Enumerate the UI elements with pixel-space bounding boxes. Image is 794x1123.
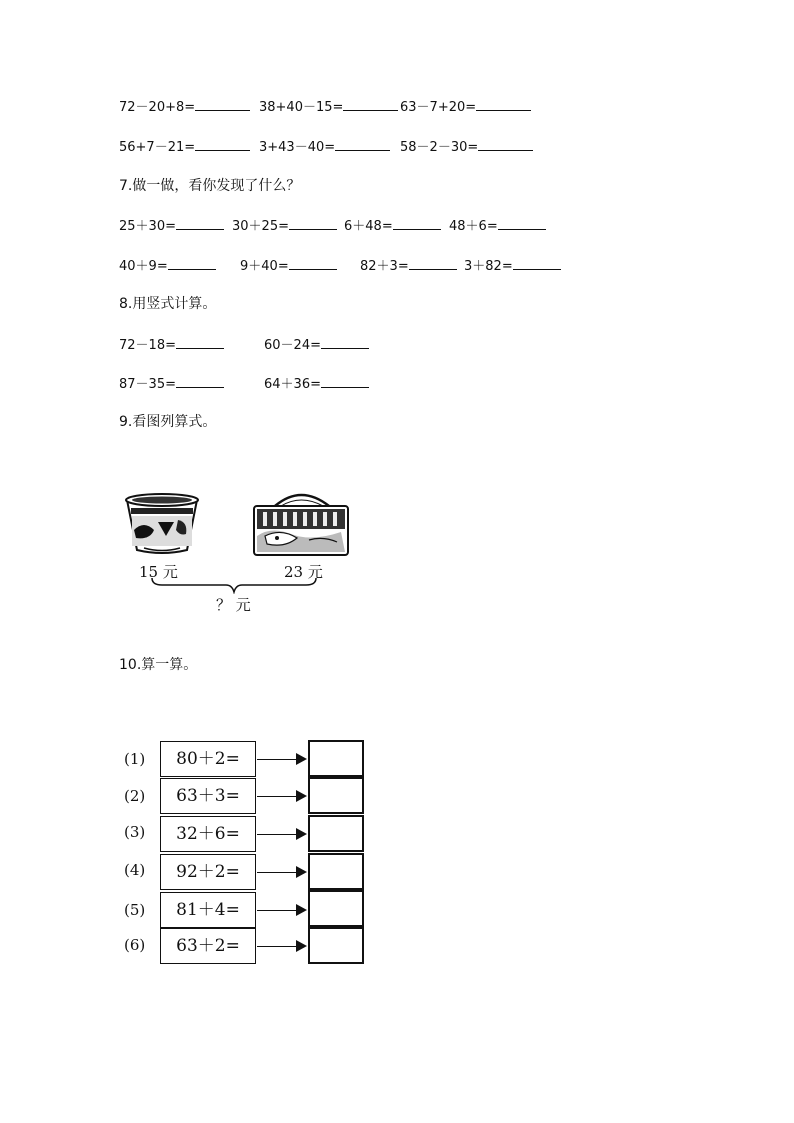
equation-text: 9＋40= — [240, 259, 289, 274]
equation — [449, 217, 546, 235]
answer-blank[interactable] — [498, 217, 546, 230]
item-1-price: 15 元 — [139, 563, 178, 581]
answer-blank[interactable] — [195, 98, 250, 111]
answer-blank[interactable] — [478, 138, 533, 151]
answer-box[interactable] — [308, 815, 364, 852]
answer-blank[interactable] — [168, 257, 216, 270]
equation-text: 30＋25= — [232, 219, 289, 234]
arrow-icon — [257, 796, 297, 797]
expression-box: 80＋2= — [160, 741, 256, 777]
equation-text: 82＋3= — [360, 259, 409, 274]
answer-box[interactable] — [308, 853, 364, 890]
equation — [259, 98, 398, 116]
equation-text: 3+43－40= — [259, 140, 336, 155]
total-brace — [148, 576, 320, 594]
equation — [400, 138, 533, 156]
item-number: (1) — [124, 750, 146, 768]
total-price-question: ？ 元 — [216, 596, 251, 614]
item-number: (2) — [124, 787, 146, 805]
equation-text: 64＋36= — [264, 377, 321, 392]
answer-blank[interactable] — [321, 336, 369, 349]
equation-text: 72－18= — [119, 338, 176, 353]
equation — [240, 257, 337, 275]
expression-box: 63＋2= — [160, 928, 256, 964]
question-9-title: 9.看图列算式。 — [119, 414, 217, 430]
answer-blank[interactable] — [321, 375, 369, 388]
answer-blank[interactable] — [176, 336, 224, 349]
equation-text: 48＋6= — [449, 219, 498, 234]
equation-row-1 — [119, 98, 250, 116]
question-7-title: 7.做一做，看你发现了什么？ — [119, 178, 301, 194]
question-10-title: 10.算一算。 — [119, 657, 198, 673]
equation: 72－20+8= — [119, 100, 196, 115]
answer-blank[interactable] — [195, 138, 250, 151]
item-number: (5) — [124, 901, 146, 919]
answer-box[interactable] — [308, 927, 364, 964]
cake-box-illustration — [251, 490, 351, 558]
equation-text: 58－2－30= — [400, 140, 479, 155]
arrow-icon — [257, 872, 297, 873]
equation — [232, 217, 337, 235]
equation — [264, 375, 369, 393]
answer-blank[interactable] — [289, 257, 337, 270]
equation — [119, 257, 216, 275]
answer-blank[interactable] — [409, 257, 457, 270]
equation-text: 38+40－15= — [259, 100, 344, 115]
question-8-title: 8.用竖式计算。 — [119, 296, 217, 312]
equation-text: 3＋82= — [464, 259, 513, 274]
equation — [464, 257, 561, 275]
equation — [264, 336, 369, 354]
expression-box: 92＋2= — [160, 854, 256, 890]
answer-box[interactable] — [308, 890, 364, 927]
answer-blank[interactable] — [289, 217, 337, 230]
answer-blank[interactable] — [476, 98, 531, 111]
expression-box: 63＋3= — [160, 778, 256, 814]
answer-box[interactable] — [308, 740, 364, 777]
equation-text: 6＋48= — [344, 219, 393, 234]
expression-box: 32＋6= — [160, 816, 256, 852]
equation — [344, 217, 441, 235]
answer-blank[interactable] — [176, 375, 224, 388]
item-number: (6) — [124, 936, 146, 954]
arrow-icon — [257, 910, 297, 911]
equation-text: 60－24= — [264, 338, 321, 353]
equation — [119, 138, 250, 156]
arrow-icon — [257, 759, 297, 760]
equation-text: 25＋30= — [119, 219, 176, 234]
equation — [259, 138, 390, 156]
arrow-icon — [257, 946, 297, 947]
arrow-icon — [257, 834, 297, 835]
equation-text: 40＋9= — [119, 259, 168, 274]
equation-text: 63－7+20= — [400, 100, 477, 115]
answer-blank[interactable] — [176, 217, 224, 230]
answer-blank[interactable] — [343, 98, 398, 111]
equation — [119, 217, 224, 235]
equation — [119, 375, 224, 393]
item-number: (4) — [124, 861, 146, 879]
answer-blank[interactable] — [335, 138, 390, 151]
expression-box: 81＋4= — [160, 892, 256, 928]
equation — [400, 98, 531, 116]
equation-text: 87－35= — [119, 377, 176, 392]
answer-box[interactable] — [308, 777, 364, 814]
item-2-price: 23 元 — [284, 563, 323, 581]
equation — [119, 336, 224, 354]
answer-blank[interactable] — [393, 217, 441, 230]
answer-blank[interactable] — [513, 257, 561, 270]
item-number: (3) — [124, 823, 146, 841]
equation-text: 56+7－21= — [119, 140, 196, 155]
cup-illustration — [124, 492, 200, 558]
equation — [360, 257, 457, 275]
